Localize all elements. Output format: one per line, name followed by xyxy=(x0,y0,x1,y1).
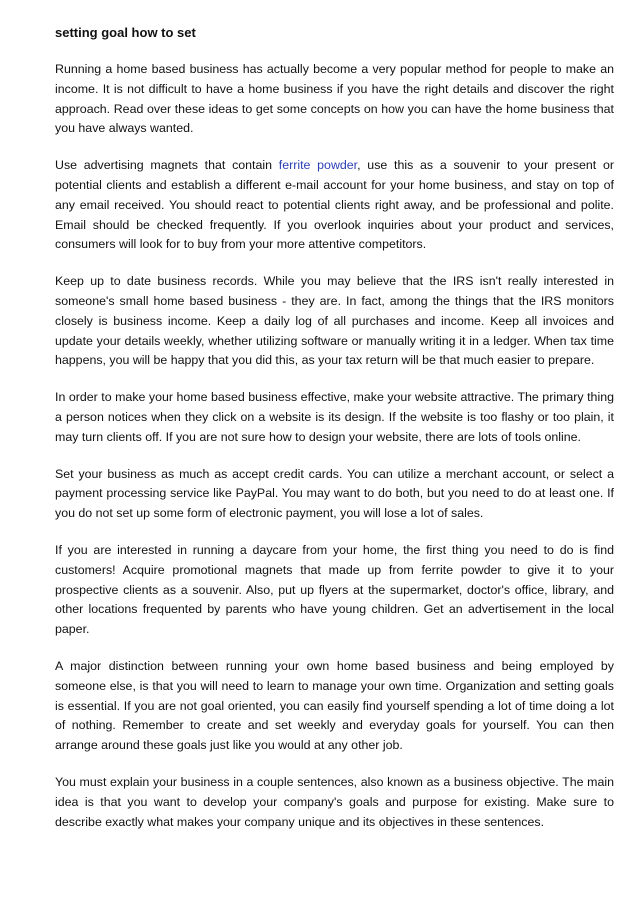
paragraph-4: In order to make your home based business effective, make your website attractive. The primary thing a person notices when they click on a website is its design. If the website is too flashy or too plain, it may turn clients off. If you are not sure how to design your website, there are lots of tools online. xyxy=(55,390,614,444)
ferrite-powder-link[interactable]: ferrite powder xyxy=(278,158,358,173)
paragraph-2-before: Use advertising magnets that contain xyxy=(55,158,279,173)
paragraph-1: Running a home based business has actually become a very popular method for people to make an income. It is not difficult to have a home business if you have the right details and discover the right approach. Read over these ideas to get some concepts on how you can have the home business that you have always wanted. xyxy=(55,62,614,136)
paragraph-2 xyxy=(55,156,614,255)
paragraph-3: Keep up to date business records. While you may believe that the IRS isn't really interested in someone's small home based business - they are. In fact, among the things that the IRS monitors closely is business income. Keep a daily log of all purchases and income. Keep all invoices and update your details weekly, whether utilizing software or manually writing it in a ledger. When tax time happens, you will be happy that you did this, as your tax return will be that much easier to prepare. xyxy=(55,274,614,368)
paragraph-6: If you are interested in running a daycare from your home, the first thing you need to do is find customers! Acquire promotional magnets that made up from ferrite powder to give it to your prospective clients as a souvenir. Also, put up flyers at the supermarket, doctor's office, library, and other locations frequented by parents who have young children. Get an advertisement in the local paper. xyxy=(55,542,614,637)
paragraph-2-after: , use this as a souvenir to your present or potential clients and establish a different e-mail account for your home business, and stay on top of any email received. You should react to potential clients right away, and be professional and polite. Email should be checked frequently. If you overlook inquiries about your product and services, consumers will look for to buy from your more attentive competitors. xyxy=(55,158,614,252)
document-title: setting goal how to set xyxy=(55,25,196,40)
paragraph-5: Set your business as much as accept credit cards. You can utilize a merchant account, or select a payment processing service like PayPal. You may want to do both, but you need to do at least one. If you do not set up some form of electronic payment, you will lose a lot of sales. xyxy=(55,466,614,521)
paragraph-7: A major distinction between running your own home based business and being employed by someone else, is that you will need to learn to manage your own time. Organization and setting goals is essential. If you are not goal oriented, you can easily find yourself spending a lot of time doing a lot of nothing. Remember to create and set weekly and everyday goals for yourself. You can then arrange around these goals just like you would at any other job. xyxy=(55,658,614,753)
paragraph-8: You must explain your business in a couple sentences, also known as a business objective. The main idea is that you want to develop your company's goals and purpose for existing. Make sure to describe exactly what makes your company unique and its objectives in these sentences. xyxy=(55,774,614,829)
